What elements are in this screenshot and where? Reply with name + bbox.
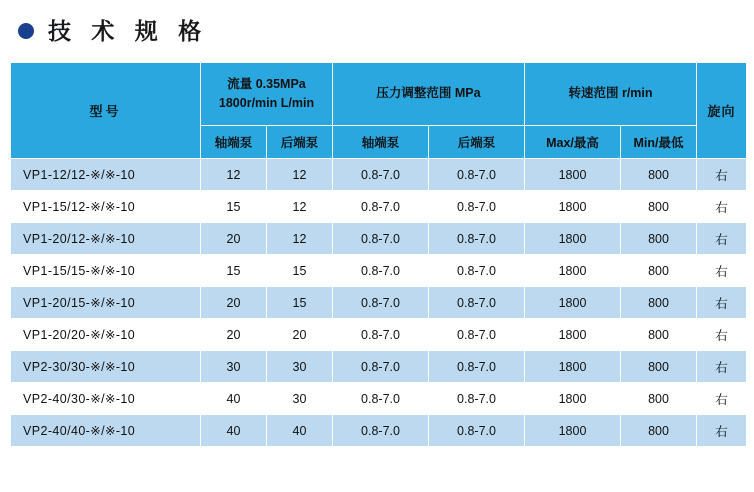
cell-flow-front: 20 bbox=[201, 319, 267, 351]
table-row bbox=[11, 159, 747, 191]
cell-speed-max: 1800 bbox=[525, 319, 621, 351]
page-title: 技 术 规 格 bbox=[48, 17, 209, 44]
cell-pressure-rear: 0.8-7.0 bbox=[429, 191, 525, 223]
column-header-pressure-rear: 后端泵 bbox=[429, 126, 525, 159]
table-row bbox=[11, 319, 747, 351]
cell-rotation: 右 bbox=[697, 223, 747, 255]
cell-rotation: 右 bbox=[697, 383, 747, 415]
cell-model: VP2-40/40-※/※-10 bbox=[11, 415, 201, 447]
column-header-speed: 转速范围 r/min bbox=[525, 63, 697, 126]
cell-rotation: 右 bbox=[697, 319, 747, 351]
cell-flow-rear: 15 bbox=[267, 287, 333, 319]
cell-flow-rear: 15 bbox=[267, 255, 333, 287]
cell-speed-min: 800 bbox=[621, 159, 697, 191]
spec-table bbox=[10, 62, 747, 447]
cell-pressure-rear: 0.8-7.0 bbox=[429, 223, 525, 255]
cell-pressure-rear: 0.8-7.0 bbox=[429, 351, 525, 383]
table-head bbox=[11, 63, 747, 159]
cell-speed-max: 1800 bbox=[525, 351, 621, 383]
cell-flow-front: 15 bbox=[201, 255, 267, 287]
cell-speed-min: 800 bbox=[621, 319, 697, 351]
cell-pressure-front: 0.8-7.0 bbox=[333, 223, 429, 255]
cell-speed-max: 1800 bbox=[525, 159, 621, 191]
cell-pressure-front: 0.8-7.0 bbox=[333, 159, 429, 191]
cell-rotation: 右 bbox=[697, 287, 747, 319]
cell-pressure-rear: 0.8-7.0 bbox=[429, 319, 525, 351]
cell-flow-rear: 40 bbox=[267, 415, 333, 447]
table-row bbox=[11, 255, 747, 287]
cell-speed-min: 800 bbox=[621, 287, 697, 319]
cell-speed-max: 1800 bbox=[525, 287, 621, 319]
cell-model: VP2-30/30-※/※-10 bbox=[11, 351, 201, 383]
column-header-speed-min: Min/最低 bbox=[621, 126, 697, 159]
table-header-group-row bbox=[11, 63, 747, 126]
column-header-flow-rear: 后端泵 bbox=[267, 126, 333, 159]
cell-flow-rear: 20 bbox=[267, 319, 333, 351]
cell-flow-rear: 12 bbox=[267, 159, 333, 191]
cell-model: VP1-20/15-※/※-10 bbox=[11, 287, 201, 319]
table-body bbox=[11, 159, 747, 447]
table-row bbox=[11, 415, 747, 447]
cell-pressure-front: 0.8-7.0 bbox=[333, 287, 429, 319]
bullet-icon bbox=[18, 23, 34, 39]
cell-flow-front: 40 bbox=[201, 383, 267, 415]
cell-rotation: 右 bbox=[697, 159, 747, 191]
column-header-pressure: 压力调整范围 MPa bbox=[333, 63, 525, 126]
cell-flow-rear: 30 bbox=[267, 383, 333, 415]
cell-pressure-rear: 0.8-7.0 bbox=[429, 287, 525, 319]
cell-flow-front: 20 bbox=[201, 223, 267, 255]
column-header-model: 型号 bbox=[11, 63, 201, 159]
cell-flow-rear: 12 bbox=[267, 191, 333, 223]
spec-table-container bbox=[10, 62, 746, 447]
cell-model: VP2-40/30-※/※-10 bbox=[11, 383, 201, 415]
cell-speed-min: 800 bbox=[621, 191, 697, 223]
cell-pressure-rear: 0.8-7.0 bbox=[429, 415, 525, 447]
cell-model: VP1-15/15-※/※-10 bbox=[11, 255, 201, 287]
cell-pressure-rear: 0.8-7.0 bbox=[429, 159, 525, 191]
cell-speed-min: 800 bbox=[621, 223, 697, 255]
cell-speed-max: 1800 bbox=[525, 223, 621, 255]
table-row bbox=[11, 287, 747, 319]
cell-speed-min: 800 bbox=[621, 351, 697, 383]
column-header-flow-line2: 1800r/min L/min bbox=[218, 96, 315, 110]
table-row bbox=[11, 191, 747, 223]
column-header-pressure-front: 轴端泵 bbox=[333, 126, 429, 159]
cell-pressure-front: 0.8-7.0 bbox=[333, 415, 429, 447]
table-row bbox=[11, 383, 747, 415]
table-row bbox=[11, 223, 747, 255]
cell-speed-min: 800 bbox=[621, 383, 697, 415]
cell-flow-front: 40 bbox=[201, 415, 267, 447]
cell-pressure-front: 0.8-7.0 bbox=[333, 383, 429, 415]
cell-speed-max: 1800 bbox=[525, 255, 621, 287]
cell-model: VP1-12/12-※/※-10 bbox=[11, 159, 201, 191]
cell-flow-rear: 30 bbox=[267, 351, 333, 383]
cell-flow-front: 12 bbox=[201, 159, 267, 191]
cell-model: VP1-20/12-※/※-10 bbox=[11, 223, 201, 255]
cell-speed-min: 800 bbox=[621, 255, 697, 287]
cell-speed-max: 1800 bbox=[525, 383, 621, 415]
cell-rotation: 右 bbox=[697, 351, 747, 383]
cell-speed-max: 1800 bbox=[525, 191, 621, 223]
cell-flow-front: 20 bbox=[201, 287, 267, 319]
cell-model: VP1-15/12-※/※-10 bbox=[11, 191, 201, 223]
cell-speed-max: 1800 bbox=[525, 415, 621, 447]
cell-pressure-rear: 0.8-7.0 bbox=[429, 383, 525, 415]
cell-rotation: 右 bbox=[697, 255, 747, 287]
cell-pressure-front: 0.8-7.0 bbox=[333, 319, 429, 351]
column-header-flow-front: 轴端泵 bbox=[201, 126, 267, 159]
column-header-speed-max: Max/最高 bbox=[525, 126, 621, 159]
column-header-flow-line1: 流量 0.35MPa bbox=[227, 76, 306, 91]
cell-speed-min: 800 bbox=[621, 415, 697, 447]
table-row bbox=[11, 351, 747, 383]
cell-pressure-front: 0.8-7.0 bbox=[333, 191, 429, 223]
cell-flow-front: 30 bbox=[201, 351, 267, 383]
page-header bbox=[0, 0, 754, 48]
cell-flow-front: 15 bbox=[201, 191, 267, 223]
cell-pressure-rear: 0.8-7.0 bbox=[429, 255, 525, 287]
cell-pressure-front: 0.8-7.0 bbox=[333, 255, 429, 287]
cell-flow-rear: 12 bbox=[267, 223, 333, 255]
cell-model: VP1-20/20-※/※-10 bbox=[11, 319, 201, 351]
column-header-rotation: 旋向 bbox=[697, 63, 747, 159]
column-header-flow bbox=[201, 63, 333, 126]
cell-pressure-front: 0.8-7.0 bbox=[333, 351, 429, 383]
cell-rotation: 右 bbox=[697, 191, 747, 223]
cell-rotation: 右 bbox=[697, 415, 747, 447]
